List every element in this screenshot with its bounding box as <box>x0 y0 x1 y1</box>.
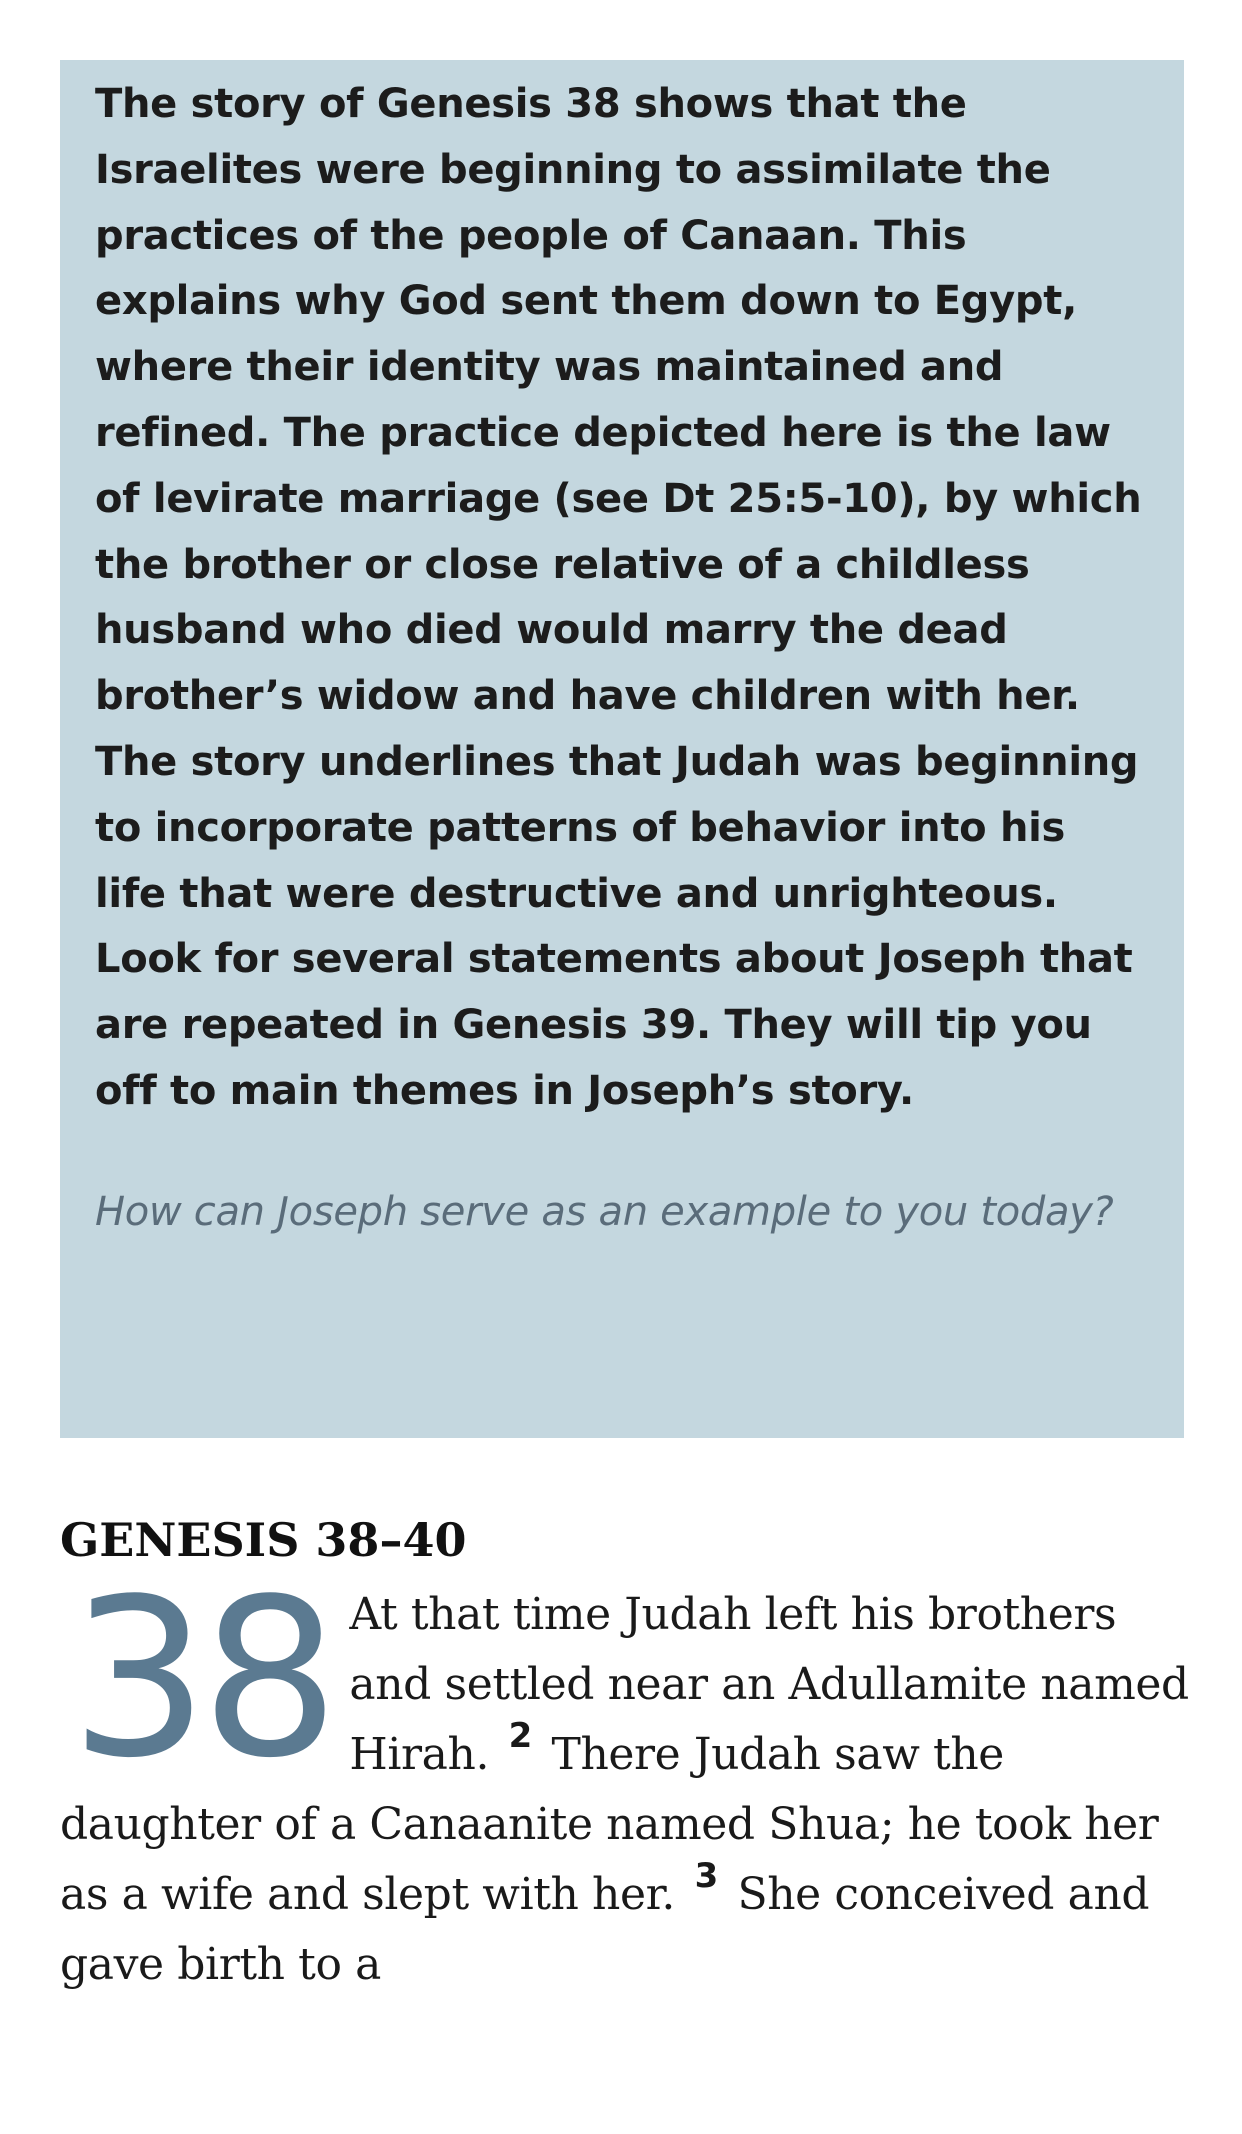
note-paragraph-1: The story of Genesis 38 shows that the Israelites were beginning to assimilate the practices of the people of Canaan. This explains why God sent them down to Egypt, where their identity was maintained and refined. The practice depicted here is the law of levirate marriage (see Dt 25:5-10), by which the brother or close relative of a childless husband who died would marry the dead brother’s widow and have children with her. The story underlines that Judah was beginning to incorporate patterns of behavior into his life that were destructive and unrighteous. <box>95 81 1142 917</box>
verse-1-text: At that time Judah left his brothers and settled near an Adullamite named Hirah. <box>349 1589 1189 1780</box>
verse-3-text: She conceived and gave birth to a <box>60 1869 1150 1990</box>
chapter-number: 38 <box>70 1553 332 1806</box>
verse-3-number: 3 <box>694 1856 718 1896</box>
study-note-box <box>60 60 1184 1438</box>
note-paragraph-2: Look for several statements about Joseph that are repeated in Genesis 39. They will tip you off to main themes in Joseph’s story. <box>95 936 1133 1114</box>
reflection-question: How can Joseph serve as an example to you today? <box>95 1188 1114 1235</box>
scripture-text <box>60 1553 1190 2000</box>
verse-2-text: There Judah saw the daughter of a Canaanite named Shua; he took her as a wife and slept with her. <box>60 1729 1159 1920</box>
verse-2-number: 2 <box>508 1716 532 1756</box>
section-heading: GENESIS 38–40 <box>60 1513 467 1567</box>
